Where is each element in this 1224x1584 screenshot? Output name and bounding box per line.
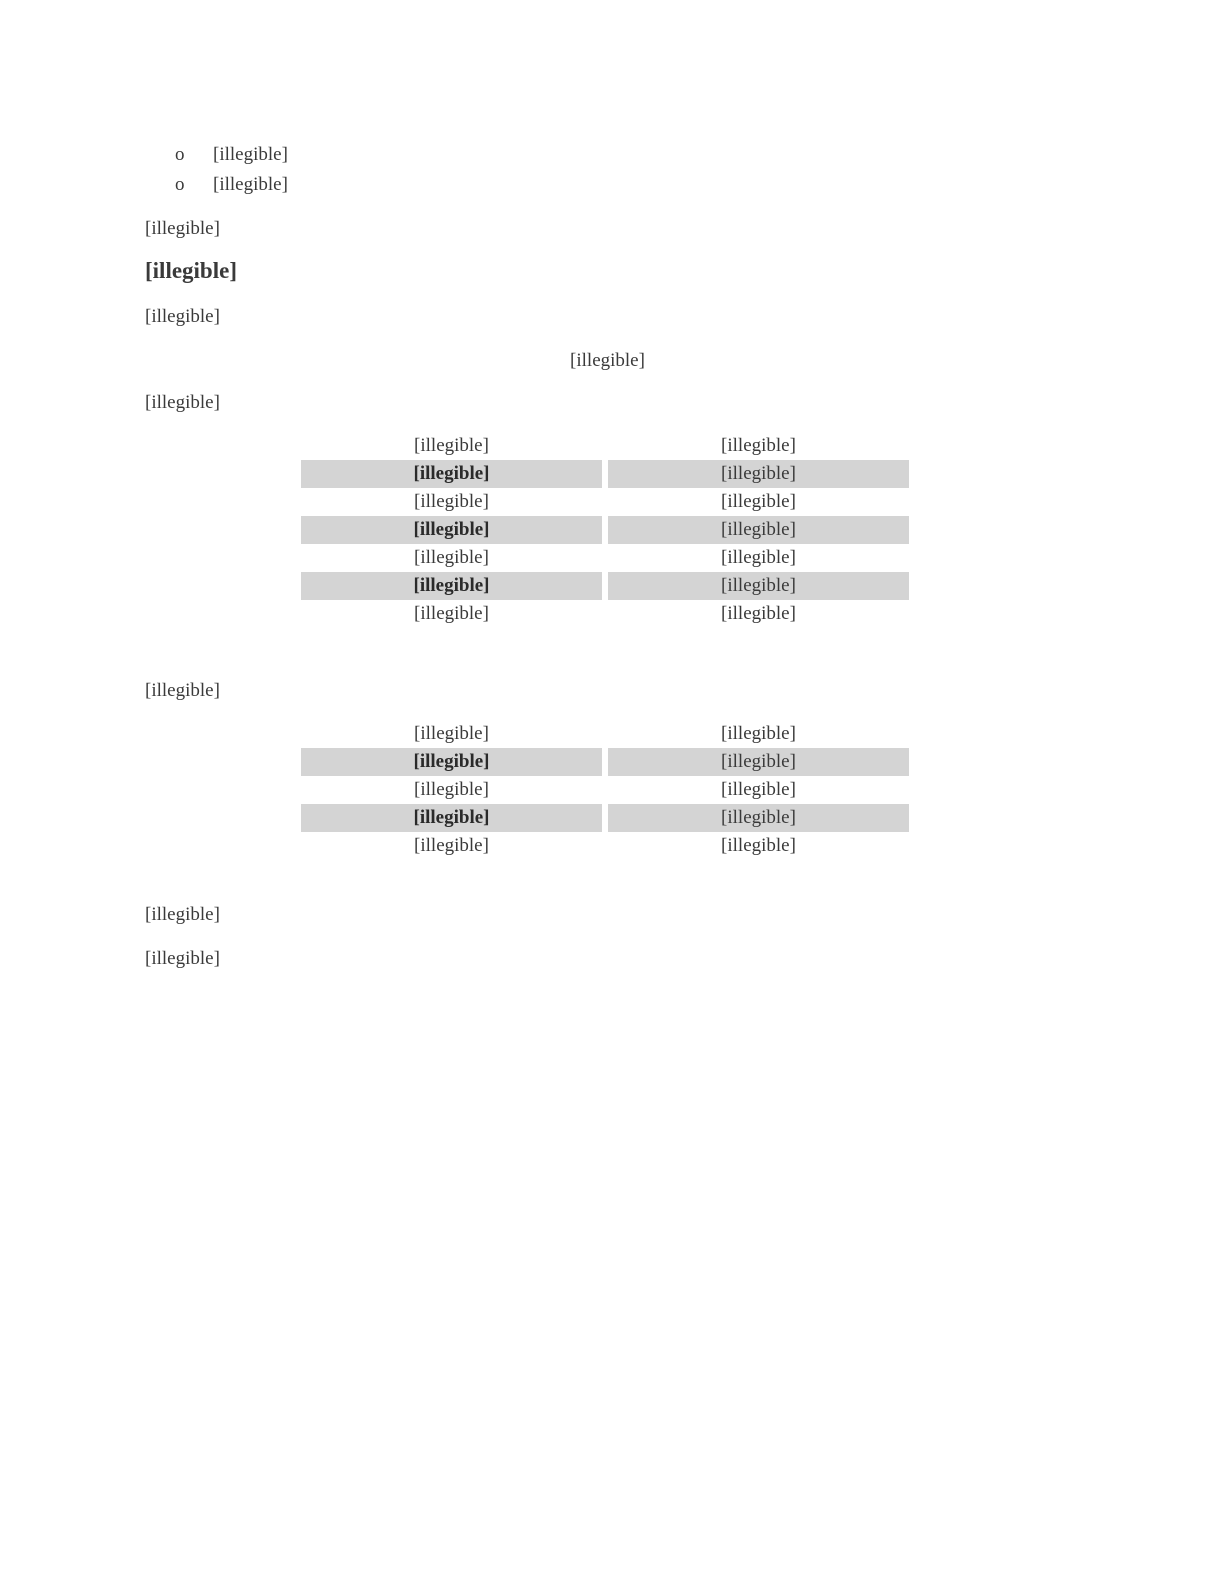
table-header-row bbox=[301, 720, 909, 748]
table-row bbox=[301, 488, 909, 516]
paragraph-4: [illegible] bbox=[145, 680, 220, 701]
table-cell: [illegible] bbox=[721, 779, 796, 800]
table-cell: [illegible] bbox=[301, 460, 602, 488]
column-header: [illegible] bbox=[721, 723, 796, 744]
table-row bbox=[301, 600, 909, 628]
table-cell: [illegible] bbox=[608, 516, 909, 544]
table-cell: [illegible] bbox=[721, 547, 796, 568]
table-header-row bbox=[301, 432, 909, 460]
table-cell: [illegible] bbox=[721, 835, 796, 856]
table-cell: [illegible] bbox=[721, 603, 796, 624]
table-cell: [illegible] bbox=[608, 572, 909, 600]
table-cell: [illegible] bbox=[414, 491, 489, 512]
table-row bbox=[301, 460, 909, 488]
list-item bbox=[145, 170, 1070, 200]
table-cell: [illegible] bbox=[414, 779, 489, 800]
table-row bbox=[301, 516, 909, 544]
bullet-marker: o bbox=[175, 174, 185, 195]
table-row bbox=[301, 804, 909, 832]
types-table-1 bbox=[295, 432, 915, 628]
table-cell: [illegible] bbox=[608, 748, 909, 776]
paragraph-2: [illegible] bbox=[145, 306, 220, 327]
column-header: [illegible] bbox=[414, 435, 489, 456]
table-row bbox=[301, 748, 909, 776]
table-cell: [illegible] bbox=[301, 516, 602, 544]
bullet-marker: o bbox=[175, 144, 185, 165]
paragraph-1: [illegible] bbox=[145, 218, 220, 239]
column-header: [illegible] bbox=[414, 723, 489, 744]
bullet-text: [illegible] bbox=[213, 174, 288, 195]
paragraph-3: [illegible] bbox=[145, 392, 220, 413]
bullet-list bbox=[145, 140, 1070, 200]
syntax-formula: [illegible] bbox=[570, 350, 645, 371]
list-item bbox=[145, 140, 1070, 170]
table-cell: [illegible] bbox=[608, 460, 909, 488]
table-cell: [illegible] bbox=[301, 572, 602, 600]
table-cell: [illegible] bbox=[301, 748, 602, 776]
table-row bbox=[301, 544, 909, 572]
table-row bbox=[301, 776, 909, 804]
paragraph-5: [illegible] bbox=[145, 904, 220, 925]
table-row bbox=[301, 832, 909, 860]
table-cell: [illegible] bbox=[414, 547, 489, 568]
bullet-text: [illegible] bbox=[213, 144, 288, 165]
column-header: [illegible] bbox=[721, 435, 796, 456]
paragraph-6: [illegible] bbox=[145, 948, 220, 969]
section-heading: [illegible] bbox=[145, 258, 237, 283]
table-row bbox=[301, 572, 909, 600]
table-cell: [illegible] bbox=[301, 804, 602, 832]
table-cell: [illegible] bbox=[721, 491, 796, 512]
table-cell: [illegible] bbox=[608, 804, 909, 832]
types-table-2 bbox=[295, 720, 915, 860]
table-cell: [illegible] bbox=[414, 835, 489, 856]
table-cell: [illegible] bbox=[414, 603, 489, 624]
document-page bbox=[145, 140, 1070, 988]
